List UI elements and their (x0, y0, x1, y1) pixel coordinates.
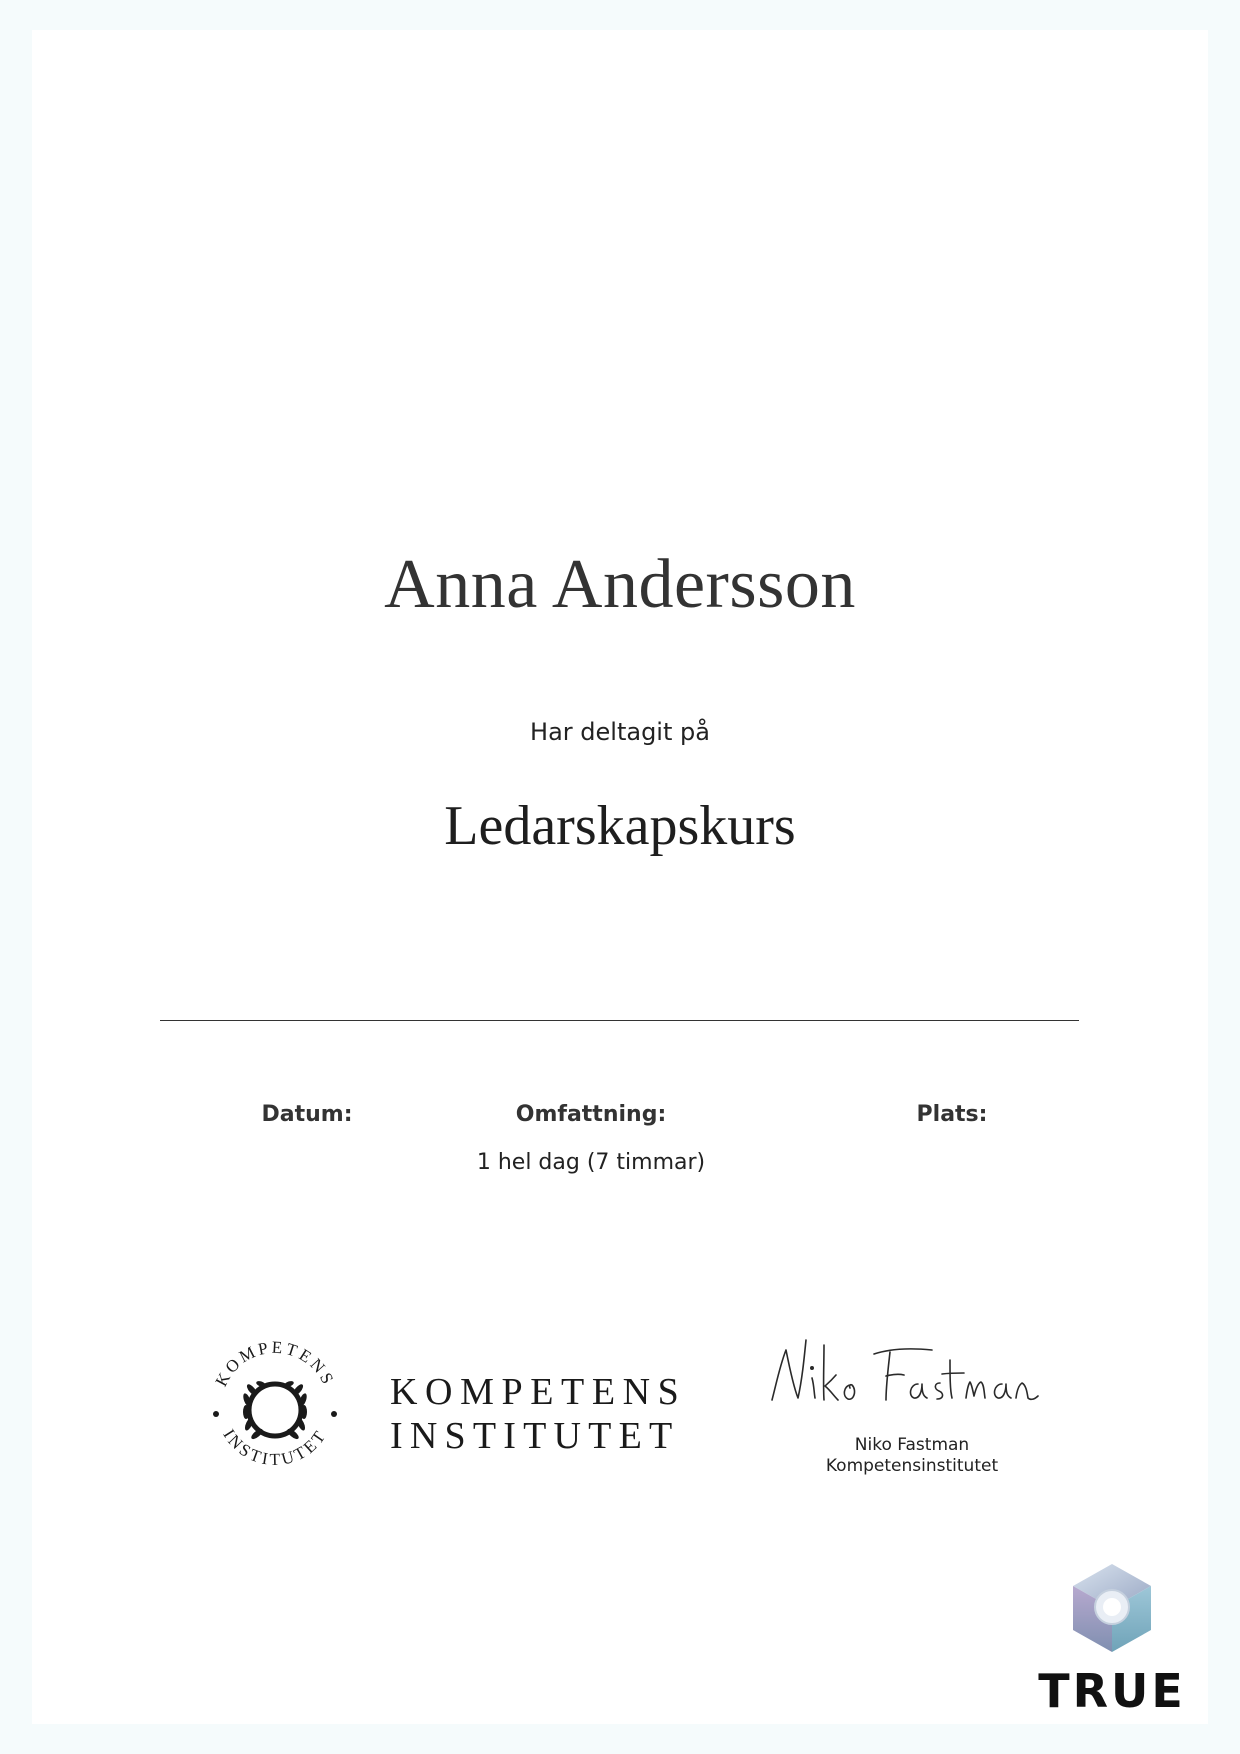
institute-seal (200, 1328, 350, 1478)
seal-top-text: KOMPETENS (211, 1337, 339, 1390)
hexagon-cube-icon (1067, 1560, 1157, 1656)
participation-intro: Har deltagit på (530, 718, 710, 746)
svg-text:INSTITUTET (219, 1425, 330, 1469)
location-label: Plats: (916, 1102, 988, 1127)
institute-wordmark (390, 1370, 686, 1458)
seal-bottom-text: INSTITUTET (219, 1425, 331, 1470)
signer-block (762, 1435, 1062, 1477)
scope-value: 1 hel dag (7 timmar) (476, 1150, 706, 1175)
course-title: Ledarskapskurs (444, 795, 796, 857)
certificate-sheet (32, 30, 1208, 1724)
laurel-wreath-icon (242, 1380, 308, 1441)
divider-line (160, 1020, 1079, 1021)
date-label: Datum: (261, 1102, 353, 1127)
recipient-name: Anna Andersson (384, 546, 856, 623)
scope-label: Omfattning: (515, 1102, 667, 1127)
brand-name: TRUE (1038, 1664, 1186, 1718)
signer-name: Niko Fastman (854, 1435, 970, 1455)
signer-organization: Kompetensinstitutet (825, 1456, 999, 1476)
wordmark-line-1: KOMPETENS (390, 1371, 687, 1413)
handwritten-signature (762, 1330, 1062, 1430)
wordmark-line-2: INSTITUTET (390, 1415, 680, 1457)
